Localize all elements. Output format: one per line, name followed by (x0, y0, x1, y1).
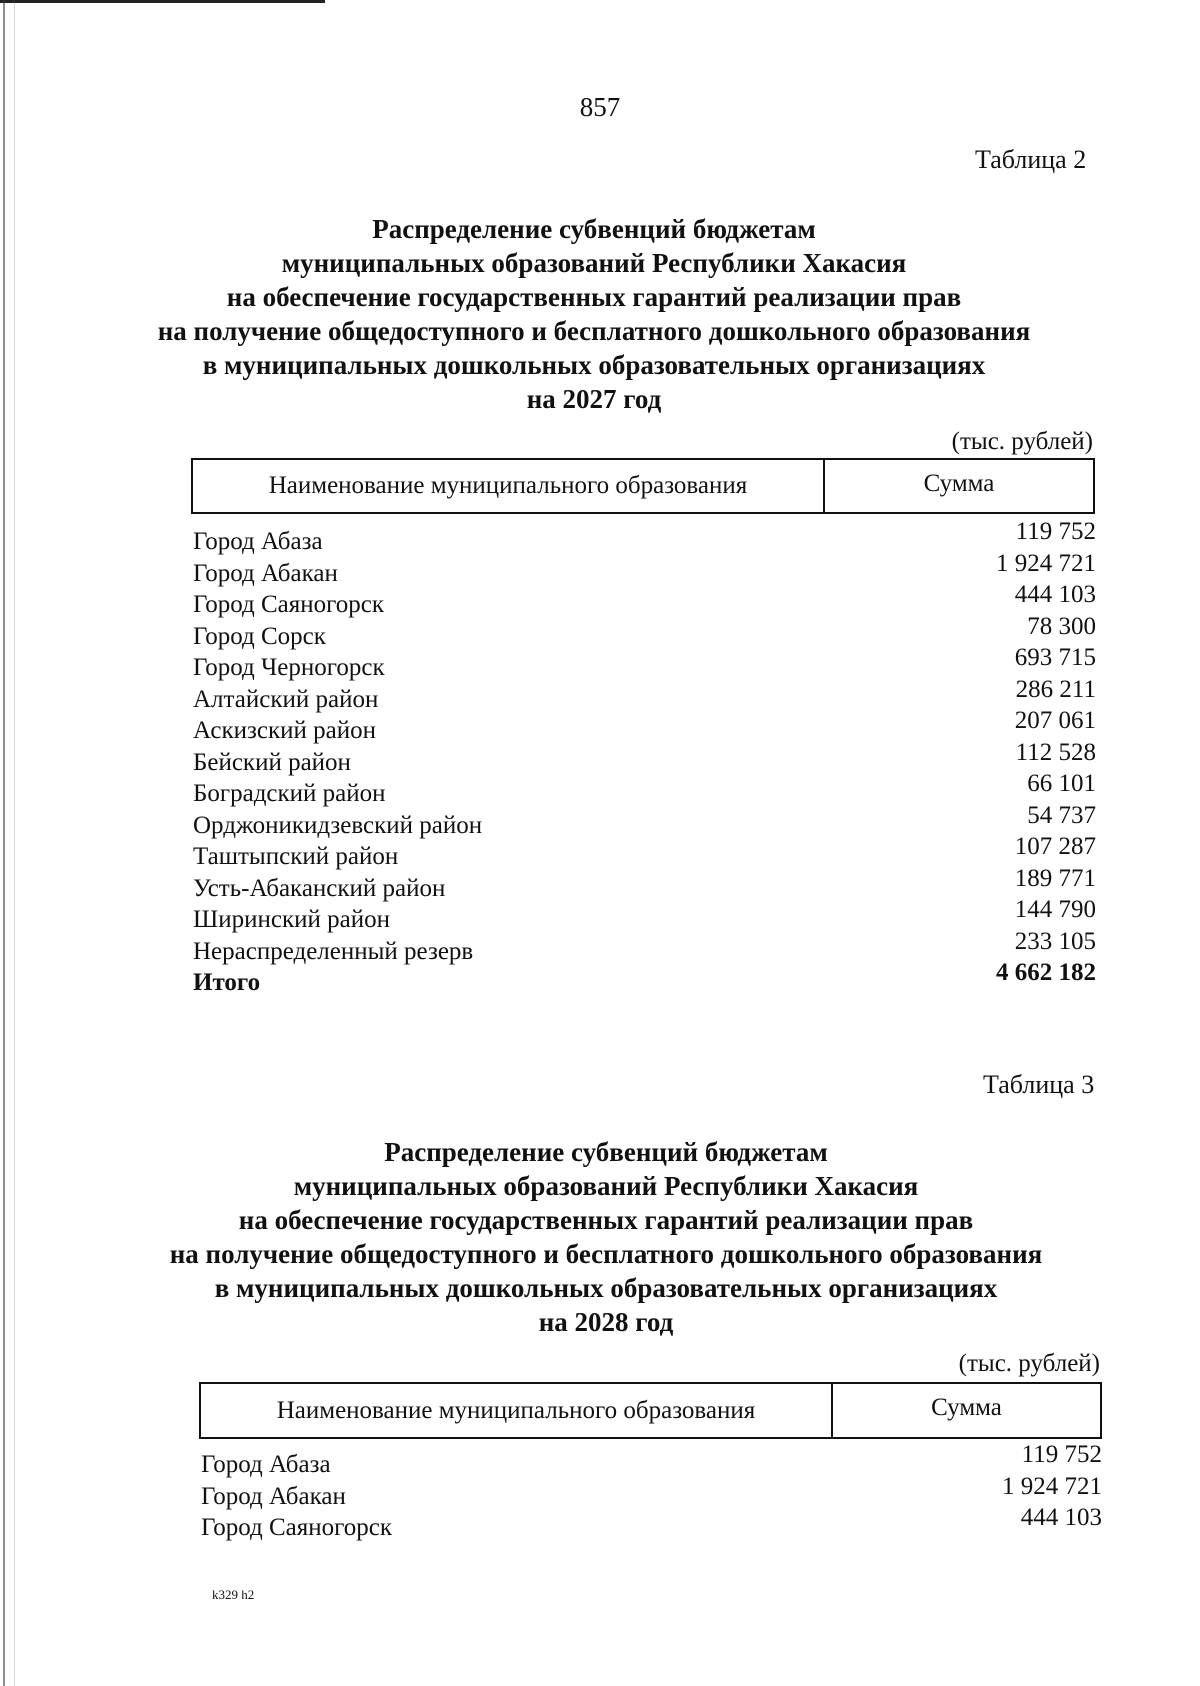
row-value: 233 105 (1014, 927, 1096, 955)
row-name: Боградский район (193, 780, 386, 807)
table-row (193, 612, 1096, 650)
table-2-body (193, 518, 1096, 996)
row-name: Усть-Абаканский район (193, 874, 446, 902)
table-row (193, 707, 1096, 744)
table-2-title-line: в муниципальных дошкольных образовательных организациях (202, 350, 986, 380)
table-3-title-line: на получение общедоступного и бесплатного дошкольного образования (169, 1239, 1043, 1269)
row-name: Город Сорск (193, 622, 326, 650)
table-3-label: Таблица 3 (983, 1070, 1095, 1099)
table-3-header (199, 1382, 1102, 1439)
row-value: 1 924 721 (1002, 1472, 1102, 1500)
table-3-title-line: на обеспечение государственных гарантий реализации прав (238, 1205, 974, 1235)
table-2-title-line: на получение общедоступного и бесплатного дошкольного образования (157, 316, 1031, 346)
table-3-header-sum: Сумма (931, 1394, 1002, 1421)
total-value: 4 662 182 (996, 959, 1096, 986)
table-total-row (193, 959, 1096, 996)
row-name: Нераспределенный резерв (193, 937, 474, 965)
table-3-title-line: Распределение субвенций бюджетам (384, 1137, 828, 1167)
row-name: Город Абакан (193, 559, 338, 587)
row-name: Город Черногорск (193, 654, 385, 681)
table-3-title (6, 1135, 1200, 1339)
table-row (193, 864, 1096, 902)
table-row (201, 1472, 1102, 1510)
row-name: Аскизский район (193, 717, 377, 744)
table-row (193, 896, 1096, 933)
table-2-header (191, 458, 1095, 514)
row-value: 112 528 (1015, 738, 1096, 766)
row-value: 119 752 (1021, 1441, 1102, 1468)
table-row (201, 1504, 1102, 1541)
row-value: 444 103 (1020, 1504, 1102, 1531)
row-name: Орджоникидзевский район (193, 811, 483, 839)
table-row (193, 675, 1096, 713)
row-name: Город Абакан (201, 1482, 346, 1510)
row-name: Таштыпский район (193, 843, 399, 870)
table-row (193, 644, 1096, 681)
page-number: 857 (579, 92, 621, 122)
table-2-title-line: муниципальных образований Республики Хакасия (281, 248, 907, 278)
table-2-title-line: на 2027 год (526, 384, 662, 414)
table-2-header-name: Наименование муниципального образования (193, 460, 825, 512)
table-2-units: (тыс. рублей) (951, 428, 1093, 455)
table-row (193, 738, 1096, 776)
row-value: 1 924 721 (996, 549, 1096, 577)
table-row (193, 833, 1096, 870)
table-3-title-line: муниципальных образований Республики Хакасия (293, 1171, 919, 1201)
row-name: Ширинский район (193, 906, 390, 933)
table-3-title-line: в муниципальных дошкольных образовательных организациях (214, 1273, 998, 1303)
table-row (201, 1441, 1102, 1478)
row-value: 107 287 (1014, 833, 1096, 860)
table-3-header-name: Наименование муниципального образования (201, 1384, 833, 1437)
row-value: 66 101 (1027, 770, 1096, 797)
row-name: Город Саяногорск (201, 1514, 393, 1541)
row-name: Алтайский район (193, 685, 379, 713)
row-value: 189 771 (1014, 864, 1096, 892)
table-row (193, 801, 1096, 839)
row-name: Город Саяногорск (193, 591, 385, 618)
table-3-body (201, 1441, 1102, 1541)
row-value: 78 300 (1027, 612, 1096, 640)
table-row (193, 927, 1096, 965)
row-name: Город Абаза (201, 1451, 331, 1478)
table-2-label: Таблица 2 (975, 145, 1087, 174)
row-value: 444 103 (1014, 581, 1096, 608)
row-value: 286 211 (1015, 675, 1096, 703)
row-value: 207 061 (1014, 707, 1096, 734)
table-2-header-sum: Сумма (923, 470, 995, 497)
total-label: Итого (193, 969, 261, 996)
table-row (193, 770, 1096, 807)
table-row (193, 581, 1096, 618)
row-name: Город Абаза (193, 528, 323, 555)
footer-code: k329 h2 (212, 1587, 255, 1602)
row-value: 693 715 (1014, 644, 1096, 671)
table-2-title (0, 212, 1194, 416)
table-row (193, 549, 1096, 587)
table-row (193, 518, 1096, 555)
row-value: 119 752 (1015, 518, 1096, 545)
table-3-title-line: на 2028 год (538, 1307, 674, 1337)
table-2-title-line: Распределение субвенций бюджетам (372, 214, 816, 244)
row-name: Бейский район (193, 748, 351, 776)
table-2-title-line: на обеспечение государственных гарантий реализации прав (226, 282, 962, 312)
row-value: 144 790 (1014, 896, 1096, 923)
table-3-units: (тыс. рублей) (958, 1350, 1100, 1377)
row-value: 54 737 (1027, 801, 1096, 829)
scan-edge-top (0, 0, 325, 3)
